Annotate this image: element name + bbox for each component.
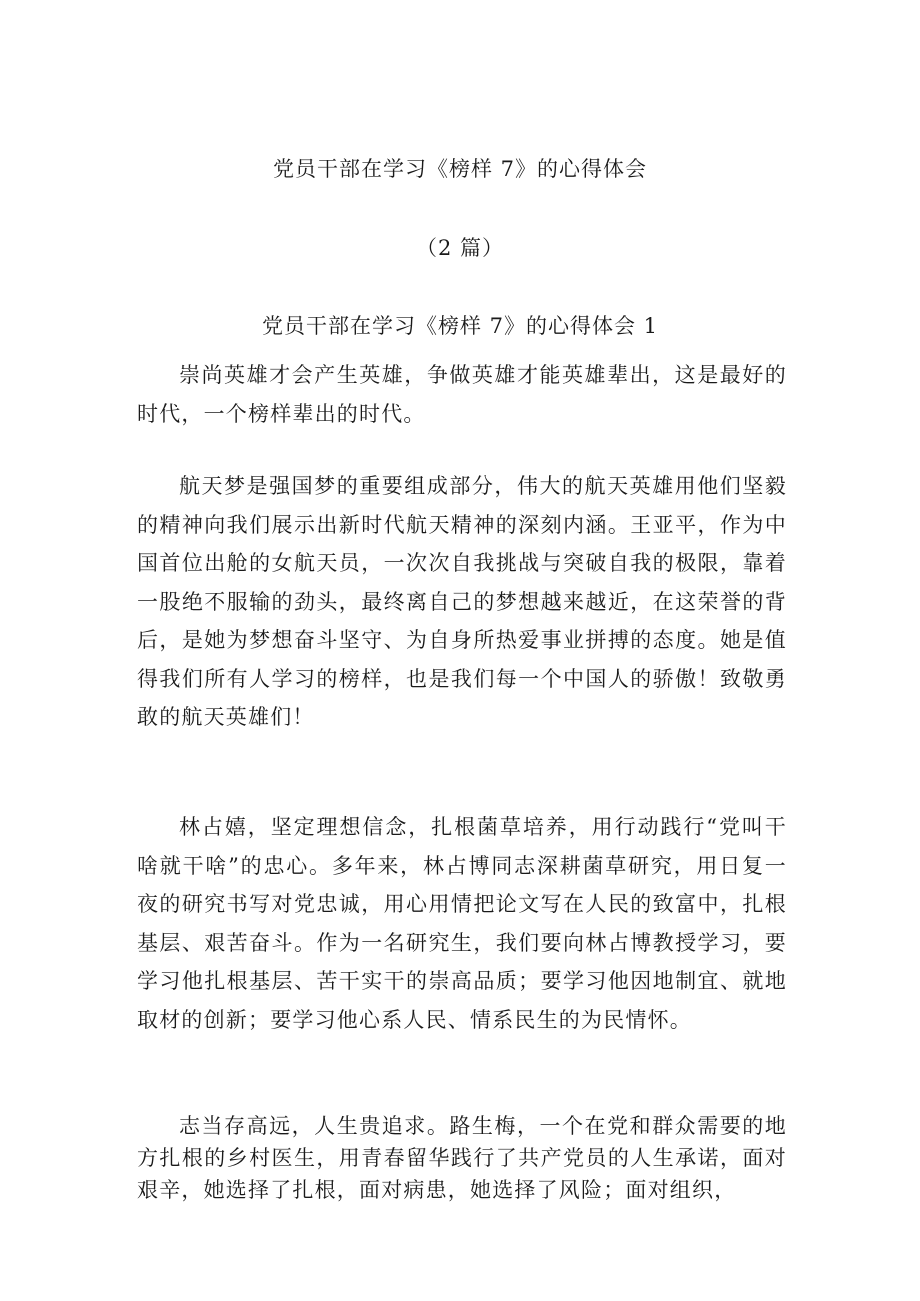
paragraph-1: 崇尚英雄才会产生英雄，争做英雄才能英雄辈出，这是最好的时代，一个榜样辈出的时代。 bbox=[137, 363, 787, 426]
document-title-count: （2 篇） bbox=[415, 236, 505, 260]
paragraph-2: 航天梦是强国梦的重要组成部分，伟大的航天英雄用他们坚毅的精神向我们展示出新时代航天精神的深刻内涵。王亚平，作为中国首位出舱的女航天员，一次次自我挑战与突破自我的极限，靠着一股绝不服输的劲头，最终离自己的梦想越来越近，在这荣誉的背后，是她为梦想奋斗坚守、为自身所热爱事业拼搏的态度。她是值得我们所有人学习的榜样，也是我们每一个中国人的骄傲！致敬勇敢的航天英雄们！ bbox=[137, 474, 787, 729]
section-title: 党员干部在学习《榜样 7》的心得体会 1 bbox=[261, 314, 659, 338]
paragraph-3: 林占嬉，坚定理想信念，扎根菌草培养，用行动践行“党叫干啥就干啥”的忠心。多年来，林占博同志深耕菌草研究，用日复一夜的研究书写对党忠诚，用心用情把论文写在人民的致富中，扎根基层、艰苦奋斗。作为一名研究生，我们要向林占博教授学习，要学习他扎根基层、苦干实干的崇高品质；要学习他因地制宜、就地取材的创新；要学习他心系人民、情系民生的为民情怀。 bbox=[137, 815, 787, 1032]
document-title: 党员干部在学习《榜样 7》的心得体会 bbox=[272, 157, 648, 181]
paragraph-4: 志当存高远，人生贵追求。路生梅，一个在党和群众需要的地方扎根的乡村医生，用青春留华践行了共产党员的人生承诺，面对艰辛，她选择了扎根，面对病患，她选择了风险；面对组织， bbox=[137, 1114, 787, 1202]
